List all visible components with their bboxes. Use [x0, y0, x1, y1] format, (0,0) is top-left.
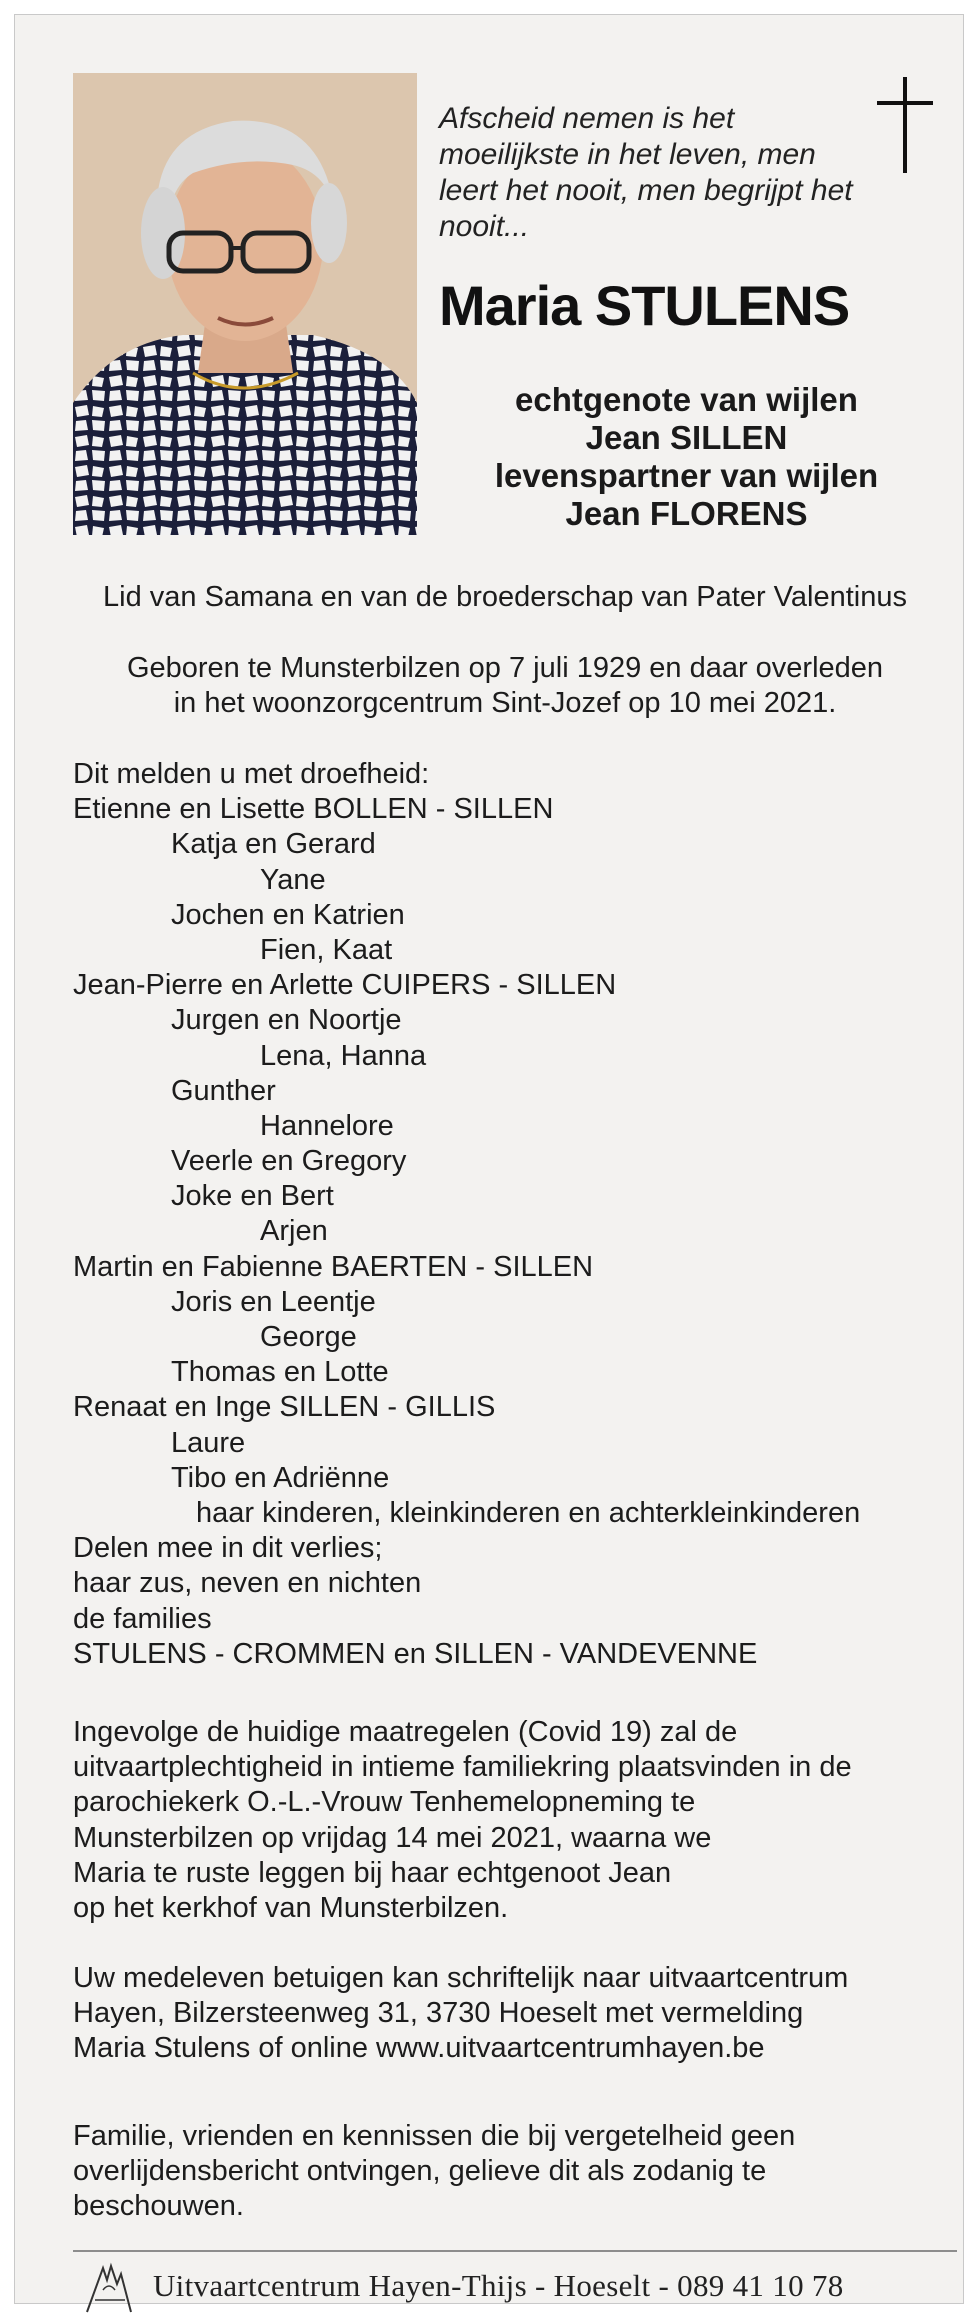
quote-line: leert het nooit, men begrijpt het	[439, 174, 853, 207]
spouse-line: levenspartner van wijlen	[494, 457, 879, 494]
family-line: Yane	[260, 863, 326, 896]
funeral-line: parochiekerk O.-L.-Vrouw Tenhemelopneming te	[73, 1786, 696, 1819]
notice-line: Familie, vrienden en kennissen die bij vergetelheid geen	[73, 2120, 796, 2152]
family-line: Lena, Hanna	[260, 1039, 427, 1072]
funeral-line: Maria te ruste leggen bij haar echtgenoot Jean	[73, 1856, 672, 1889]
portrait-photo	[73, 73, 417, 535]
farewell-quote	[439, 101, 889, 245]
family-line: Tibo en Adriënne	[171, 1461, 390, 1494]
obituary-card	[14, 14, 964, 2304]
family-line: Laure	[171, 1426, 246, 1459]
family-line: STULENS - CROMMEN en SILLEN - VANDEVENNE	[73, 1637, 758, 1670]
family-line: Joke en Bert	[171, 1180, 334, 1213]
family-line: Etienne en Lisette BOLLEN - SILLEN	[73, 793, 554, 826]
family-line: Joris en Leentje	[171, 1285, 376, 1318]
quote-line: Afscheid nemen is het	[439, 102, 735, 135]
family-line: Gunther	[171, 1074, 276, 1107]
birth-death-line: in het woonzorgcentrum Sint-Jozef op 10 mei 2021.	[173, 687, 837, 719]
family-line: Martin en Fabienne BAERTEN - SILLEN	[73, 1250, 594, 1283]
condolence-line: Hayen, Bilzersteenweg 31, 3730 Hoeselt met vermelding	[73, 1997, 804, 2030]
spouse-line: echtgenote van wijlen	[515, 381, 858, 418]
family-line: Jurgen en Noortje	[171, 1004, 402, 1037]
funeral-home-footer: Uitvaartcentrum Hayen-Thijs - Hoeselt - 089 41 10 78	[153, 2268, 844, 2303]
family-list	[73, 757, 860, 1672]
condolence-paragraph	[73, 1961, 848, 2067]
funeral-home-logo-icon	[81, 2260, 137, 2316]
birth-death-line: Geboren te Munsterbilzen op 7 juli 1929 en daar overleden	[126, 652, 884, 684]
quote-line: nooit...	[439, 210, 530, 243]
membership-line: Lid van Samana en van de broederschap van Pater Valentinus	[103, 581, 907, 613]
family-line: Veerle en Gregory	[171, 1145, 407, 1178]
family-line: de families	[73, 1602, 212, 1635]
family-line: George	[260, 1321, 357, 1353]
family-line: Renaat en Inge SILLEN - GILLIS	[73, 1391, 496, 1424]
spouse-info	[439, 381, 934, 533]
cross-icon	[877, 77, 933, 173]
spouse-line: Jean SILLEN	[585, 419, 788, 456]
funeral-line: Munsterbilzen op vrijdag 14 mei 2021, waarna we	[73, 1821, 712, 1854]
funeral-line: op het kerkhof van Munsterbilzen.	[73, 1891, 509, 1924]
funeral-paragraph	[73, 1715, 852, 1926]
footer-divider	[73, 2250, 957, 2252]
family-line: Thomas en Lotte	[171, 1356, 389, 1389]
family-line: Jean-Pierre en Arlette CUIPERS - SILLEN	[73, 969, 617, 1002]
family-line: Katja en Gerard	[171, 828, 376, 861]
family-line: Jochen en Katrien	[171, 898, 405, 931]
condolence-line: Uw medeleven betuigen kan schriftelijk naar uitvaartcentrum	[73, 1962, 849, 1994]
condolence-line: Maria Stulens of online www.uitvaartcentrumhayen.be	[73, 2032, 765, 2065]
quote-line: moeilijkste in het leven, men	[439, 138, 816, 171]
notice-paragraph	[73, 2119, 795, 2225]
family-line: haar kinderen, kleinkinderen en achterkleinkinderen	[196, 1496, 861, 1529]
spouse-line: Jean FLORENS	[565, 495, 808, 532]
family-line: haar zus, neven en nichten	[73, 1567, 422, 1600]
family-line: Delen mee in dit verlies;	[73, 1532, 383, 1565]
portrait-illustration	[73, 73, 417, 535]
notice-line: beschouwen.	[73, 2190, 244, 2223]
family-line: Fien, Kaat	[260, 933, 393, 966]
family-line: Dit melden u met droefheid:	[73, 758, 430, 790]
deceased-name: Maria STULENS	[439, 274, 850, 337]
family-line: Arjen	[260, 1215, 328, 1248]
notice-line: overlijdensbericht ontvingen, gelieve dit als zodanig te	[73, 2155, 767, 2188]
funeral-line: uitvaartplechtigheid in intieme familiekring plaatsvinden in de	[73, 1751, 852, 1784]
funeral-line: Ingevolge de huidige maatregelen (Covid 19) zal de	[73, 1716, 738, 1748]
family-line: Hannelore	[260, 1109, 394, 1142]
